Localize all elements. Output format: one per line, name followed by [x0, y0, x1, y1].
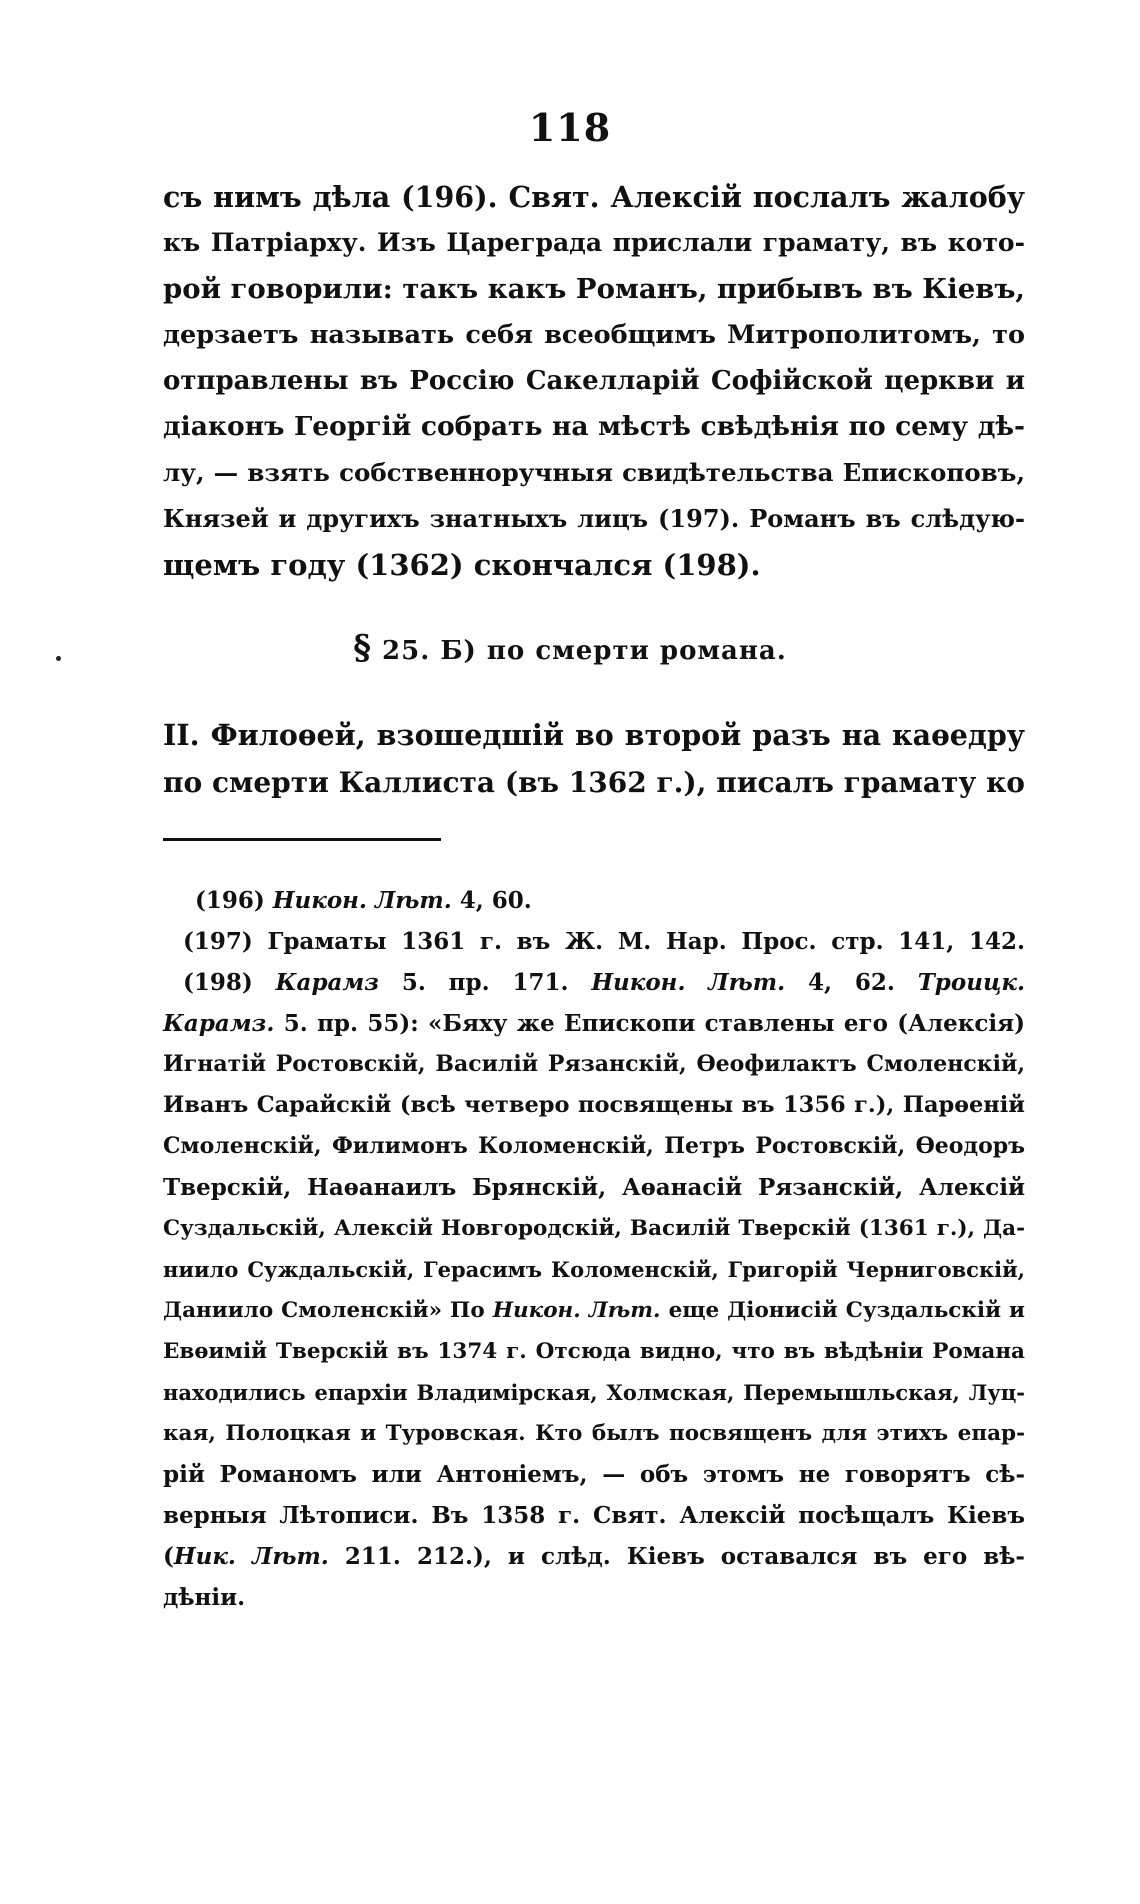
section-symbol: § [353, 628, 372, 668]
paragraph-line: съ нимъ дѣла (196). Свят. Алексій послалъ жалобу [163, 180, 1025, 214]
footnote-198-line: верныя Лѣтописи. Въ 1358 г. Свят. Алексій посѣщалъ Кіевъ [163, 1502, 1025, 1529]
footnote-198-line: Суздальскій, Алексій Новгородскій, Василій Тверскій (1361 г.), Да- [163, 1216, 1025, 1241]
footnote-number: (196) [195, 887, 265, 914]
footnote-source: Карамз [275, 969, 379, 996]
footnote-text: 4, 62. [807, 969, 895, 996]
footnote-198-line: Евѳимій Тверскій въ 1374 г. Отсюда видно, что въ вѣдѣніи Романа [163, 1339, 1025, 1364]
footnote-198-line: ниило Суждальскій, Герасимъ Коломенскій, Григорій Черниговскій, [163, 1257, 1025, 1282]
section-heading [0, 628, 1140, 668]
second-paragraph [163, 712, 1025, 806]
footnote-198-line: Иванъ Сарайскій (всѣ четверо посвящены въ 1356 г.), Парѳеній [163, 1092, 1025, 1118]
footnote-196 [163, 880, 1025, 921]
page-number: 118 [528, 105, 612, 150]
paragraph-line: лу, — взять собственноручныя свидѣтельства Епископовъ, [163, 458, 1025, 487]
footnote-198-line [163, 962, 1025, 1003]
footnote-198-line [163, 1003, 1025, 1044]
footnote-source: Никон. Лѣт. [272, 887, 452, 914]
paragraph-line: отправлены въ Россію Сакелларій Софійской церкви и [163, 366, 1025, 396]
footnote-source: Троицк. [917, 969, 1025, 996]
paragraph-line: щемъ году (1362) скончался (198). [163, 548, 761, 582]
footnote-198-line: Тверскій, Наѳанаилъ Брянскій, Аѳанасій Рязанскій, Алексій [163, 1174, 1025, 1201]
footnote-198-line: кая, Полоцкая и Туровская. Кто былъ посвященъ для этихъ епар- [163, 1421, 1025, 1446]
footnote-198-line: Игнатій Ростовскій, Василій Рязанскій, Ѳеофилактъ Смоленскій, [163, 1051, 1025, 1077]
main-paragraph [163, 174, 1025, 588]
footnote-text: ( [163, 1543, 174, 1570]
footnote-text: 211. 212.), и слѣд. Кіевъ оставался въ его вѣ- [344, 1543, 1025, 1570]
footnote-197: (197) Граматы 1361 г. въ Ж. М. Нар. Прос. стр. 141, 142. [183, 928, 1025, 955]
paragraph-line: II. Филоѳей, взошедшій во второй разъ на каѳедру [163, 718, 1025, 752]
footnote-source: Никон. Лѣт. [591, 969, 786, 996]
scan-speck [56, 656, 61, 661]
footnote-text: 4, 60. [459, 887, 532, 914]
footnote-198-line [163, 1290, 1025, 1331]
paragraph-line: рой говорили: такъ какъ Романъ, прибывъ въ Кіевъ, [163, 273, 1025, 305]
footnote-198-line: находились епархіи Владимірская, Холмская, Перемышльская, Луц- [163, 1380, 1025, 1405]
section-title: 25. Б) по смерти романа. [382, 636, 787, 666]
paragraph-line: Князей и другихъ знатныхъ лицъ (197). Романъ въ слѣдую- [163, 504, 1025, 533]
footnote-text: еще Діонисій Суздальскій и [668, 1298, 1025, 1323]
footnote-text: 5. пр. 171. [401, 969, 569, 996]
footnote-198-line: дѣніи. [163, 1584, 246, 1611]
footnote-198-line: рій Романомъ или Антоніемъ, — объ этомъ не говорятъ сѣ- [163, 1461, 1025, 1488]
footnote-divider [163, 838, 441, 841]
footnote-source: Карамз. [163, 1010, 275, 1037]
footnote-text: 5. пр. 55): «Бяху же Епископи ставлены его (Алексія) [283, 1010, 1025, 1037]
footnote-text: Даниило Смоленскій» По [163, 1298, 485, 1323]
footnote-source: Никон. Лѣт. [492, 1298, 661, 1323]
footnote-number: (198) [183, 969, 253, 996]
footnote-source: Ник. Лѣт. [173, 1543, 329, 1570]
paragraph-line: къ Патріарху. Изъ Цареграда прислали грамату, въ кото- [163, 228, 1025, 257]
footnotes [163, 880, 1025, 1618]
footnote-198-line: Смоленскій, Филимонъ Коломенскій, Петръ Ростовскій, Ѳеодоръ [163, 1133, 1025, 1159]
footnote-198-line [163, 1536, 1025, 1577]
paragraph-line: по смерти Каллиста (въ 1362 г.), писалъ грамату ко [163, 766, 1025, 799]
paragraph-line: діаконъ Георгій собрать на мѣстѣ свѣдѣнія по сему дѣ- [163, 411, 1025, 442]
paragraph-line: дерзаетъ называть себя всеобщимъ Митрополитомъ, то [163, 320, 1025, 350]
